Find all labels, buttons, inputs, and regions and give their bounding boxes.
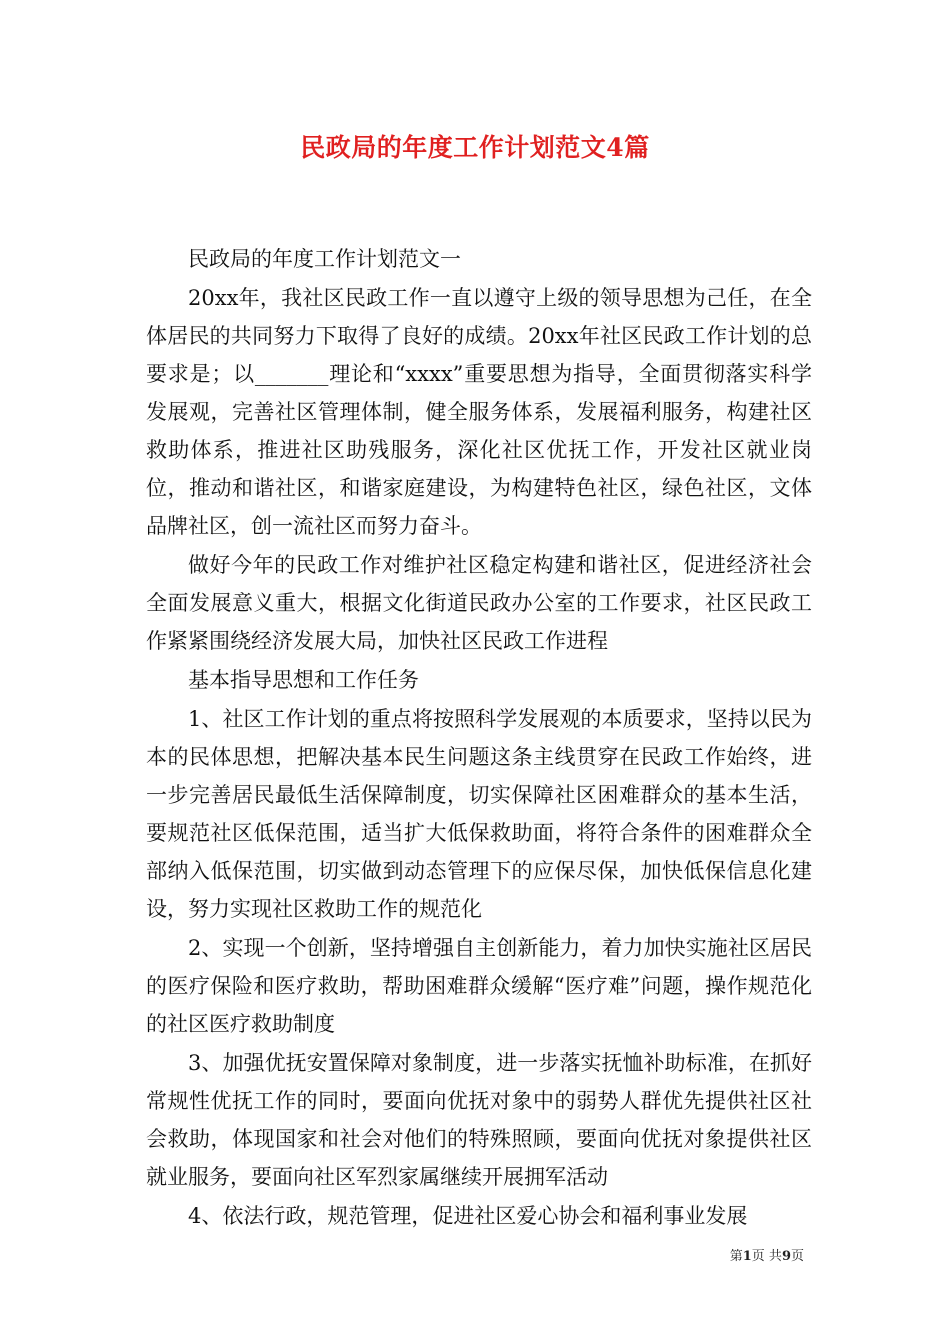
section-heading: 民政局的年度工作计划范文一 [188, 247, 461, 271]
total-page-number: 9 [781, 1249, 791, 1264]
body-paragraph: 20xx年，我社区民政工作一直以遵守上级的领导思想为己任，在全体居民的共同努力下取得了良好的成绩。20xx年社区民政工作计划的总要求是；以_______理论和“xxxx”重要思想为指导，全面贯彻落实科学发展观，完善社区管理体制，健全服务体系，发展福利服务，构建社区救助体系，推进社区助残服务，深化社区优抚工作，开发社区就业岗位，推动和谐社区，和谐家庭建设，为构建特色社区，绿色社区，文体品牌社区，创一流社区而努力奋斗。 [146, 286, 812, 538]
list-item: 3、加强优抚安置保障对象制度，进一步落实抚恤补助标准，在抓好常规性优抚工作的同时，要面向优抚对象中的弱势人群优先提供社区社会救助，体现国家和社会对他们的特殊照顾，要面向优抚对象提供社区就业服务，要面向社区军烈家属继续开展拥军活动 [146, 1051, 812, 1189]
document-body [146, 240, 812, 1236]
list-item: 4、依法行政，规范管理，促进社区爱心协会和福利事业发展 [188, 1204, 748, 1228]
footer-suffix: 页 [790, 1249, 804, 1264]
document-title: 民政局的年度工作计划范文4篇 [300, 133, 650, 162]
current-page-number: 1 [742, 1249, 752, 1264]
footer-prefix: 第 [729, 1249, 743, 1264]
body-paragraph: 做好今年的民政工作对维护社区稳定构建和谐社区，促进经济社会全面发展意义重大，根据文化街道民政办公室的工作要求，社区民政工作紧紧围绕经济发展大局，加快社区民政工作进程 [146, 553, 812, 653]
page-footer [0, 1248, 804, 1266]
section-subheading: 基本指导思想和工作任务 [188, 668, 419, 692]
list-item: 1、社区工作计划的重点将按照科学发展观的本质要求，坚持以民为本的民体思想，把解决基本民生问题这条主线贯穿在民政工作始终，进一步完善居民最低生活保障制度，切实保障社区困难群众的基本生活，要规范社区低保范围，适当扩大低保救助面，将符合条件的困难群众全部纳入低保范围，切实做到动态管理下的应保尽保，加快低保信息化建设，努力实现社区救助工作的规范化 [146, 707, 812, 921]
list-item: 2、实现一个创新，坚持增强自主创新能力，着力加快实施社区居民的医疗保险和医疗救助，帮助困难群众缓解“医疗难”问题，操作规范化的社区医疗救助制度 [146, 936, 812, 1036]
footer-middle: 页 共 [751, 1249, 782, 1264]
